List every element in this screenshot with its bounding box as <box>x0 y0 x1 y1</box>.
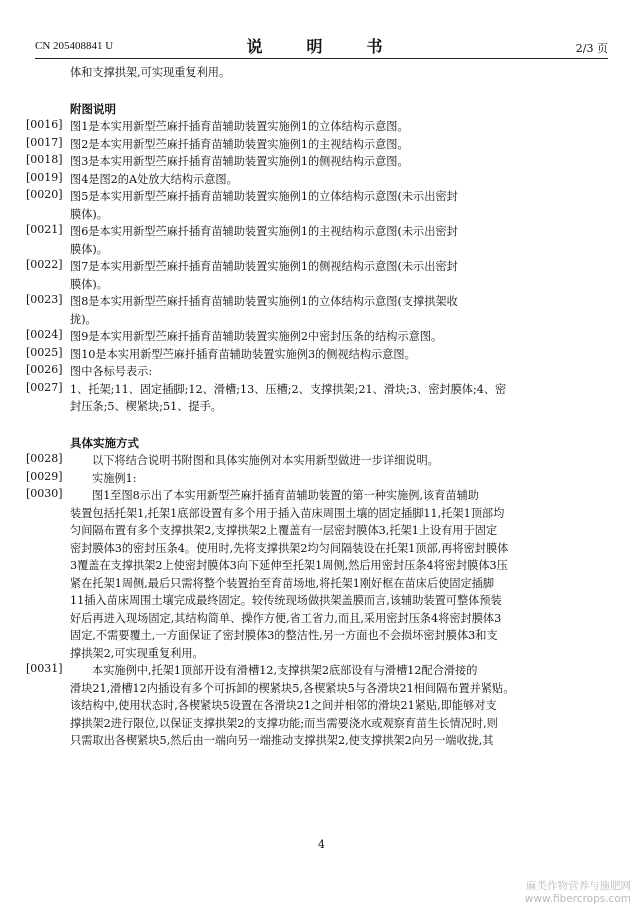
section-heading-embodiment: 具体实施方式 <box>70 435 139 450</box>
section-heading-figures: 附图说明 <box>70 101 116 116</box>
paragraph-number: [0023] <box>26 293 63 306</box>
paragraph <box>26 487 615 662</box>
paragraph <box>26 363 615 381</box>
paragraph-line: 图3是本实用新型苎麻扦插育苗辅助装置实施例1的侧视结构示意图。 <box>70 155 409 168</box>
paragraph-line: 本实施例中,托架1顶部开设有滑槽12,支撑拱架2底部设有与滑槽12配合滑接的 <box>92 664 478 677</box>
paragraph-number: [0028] <box>26 452 63 465</box>
paragraph-line: 膜体)。 <box>70 207 108 221</box>
paragraph <box>26 380 615 416</box>
paragraph-line: 只需取出各楔紧块5,然后由一端向另一端推动支撑拱架2,使支撑拱架2向另一端收拢,其 <box>70 734 494 747</box>
paragraph <box>26 345 615 364</box>
paragraph-line: 好后再进入现场固定,其结构简单、操作方便,省工省力,而且,采用密封压条4将密封膜体3 <box>70 611 502 625</box>
paragraph-line: 1、托架;11、固定插脚;12、滑槽;13、压槽;2、支撑拱架;21、滑块;3、密封膜体;4、密 <box>70 382 507 396</box>
paragraph <box>26 223 615 258</box>
paragraph <box>26 258 615 293</box>
paragraph-number: [0017] <box>26 135 63 149</box>
paragraph-line: 图2是本实用新型苎麻扦插育苗辅助装置实施例1的主视结构示意图。 <box>70 137 409 151</box>
watermark-name: 麻类作物营养与施肥网 <box>526 880 631 892</box>
paragraph-number: [0020] <box>26 188 63 201</box>
paragraph-line: 实施例1: <box>92 471 137 485</box>
watermark-url: www.fibercrops.com <box>524 893 631 905</box>
paragraph-number: [0029] <box>26 469 63 483</box>
paragraph <box>26 153 615 171</box>
paragraph <box>26 118 615 136</box>
page-header <box>0 0 643 60</box>
paragraph-line: 图1至图8示出了本实用新型苎麻扦插育苗辅助装置的第一种实施例,该育苗辅助 <box>92 489 479 502</box>
paragraph <box>26 170 615 189</box>
paragraph-line: 撑拱架2,可实现重复利用。 <box>70 646 204 660</box>
paragraph-number: [0019] <box>26 170 63 184</box>
paragraph-line: 图8是本实用新型苎麻扦插育苗辅助装置实施例1的立体结构示意图(支撑拱架收 <box>70 295 458 308</box>
paragraph-line: 封压条;5、楔紧块;51、提手。 <box>70 400 222 413</box>
paragraph <box>26 469 615 488</box>
paragraph-line: 图10是本实用新型苎麻扦插育苗辅助装置实施例3的侧视结构示意图。 <box>70 347 416 361</box>
paragraph-number: [0026] <box>26 363 63 376</box>
paragraph-line: 图7是本实用新型苎麻扦插育苗辅助装置实施例1的侧视结构示意图(未示出密封 <box>70 260 458 273</box>
paragraph-line: 膜体)。 <box>70 277 108 291</box>
paragraph-line: 图6是本实用新型苎麻扦插育苗辅助装置实施例1的主视结构示意图(未示出密封 <box>70 225 458 238</box>
paragraph-line: 拢)。 <box>70 312 97 326</box>
page-indicator: 2/3 页 <box>575 42 608 55</box>
paragraph-number: [0027] <box>26 380 63 394</box>
paragraph-line: 紧在托架1周侧,最后只需将整个装置抬至育苗场地,将托架1刚好框在苗床后使固定插脚 <box>70 576 495 590</box>
paragraph-number: [0024] <box>26 328 63 341</box>
patent-number: CN 205408841 U <box>35 40 114 52</box>
paragraph-line: 图5是本实用新型苎麻扦插育苗辅助装置实施例1的立体结构示意图(未示出密封 <box>70 190 458 203</box>
paragraph <box>26 328 615 346</box>
paragraph-number: [0016] <box>26 118 63 131</box>
paragraph-line: 膜体)。 <box>70 242 108 256</box>
paragraph-number: [0025] <box>26 345 63 359</box>
paragraph-line: 11插入苗床周围土壤完成最终固定。较传统现场做拱架盖膜而言,该辅助装置可整体预装 <box>70 594 502 607</box>
site-watermark <box>525 880 631 906</box>
paragraph-line: 图1是本实用新型苎麻扦插育苗辅助装置实施例1的立体结构示意图。 <box>70 120 409 133</box>
paragraph-number: [0031] <box>26 662 63 675</box>
paragraph-line: 3覆盖在支撑拱架2上使密封膜体3向下延伸至托架1周侧,然后用密封压条4将密封膜体3压 <box>70 559 508 572</box>
figures-paragraphs <box>26 118 615 416</box>
paragraph-number: [0018] <box>26 153 63 166</box>
paragraph-line: 该结构中,使用状态时,各楔紧块5设置在各滑块21之间并相邻的滑块21紧贴,即能够对支 <box>70 699 497 712</box>
paragraph <box>26 662 615 750</box>
paragraph-line: 图9是本实用新型苎麻扦插育苗辅助装置实施例2中密封压条的结构示意图。 <box>70 330 443 343</box>
paragraph <box>26 188 615 223</box>
paragraph-line: 以下将结合说明书附图和具体实施例对本实用新型做进一步详细说明。 <box>92 454 439 467</box>
continued-text: 体和支撑拱架,可实现重复利用。 <box>70 66 231 79</box>
paragraph-line: 密封膜体3的密封压条4。使用时,先将支撑拱架2均匀间隔装设在托架1顶部,再将密封膜体 <box>70 541 509 555</box>
paragraph-line: 装置包括托架1,托架1底部设置有多个用于插入苗床周围土壤的固定插脚11,托架1顶部均 <box>70 506 505 520</box>
paragraph <box>26 135 615 154</box>
document-body <box>26 64 615 750</box>
paragraph-line: 撑拱架2进行限位,以保证支撑拱架2的支撑功能;而当需要浇水或观察育苗生长情况时,则 <box>70 716 498 730</box>
embodiment-paragraphs <box>26 452 615 750</box>
document-title: 说 明 书 <box>246 37 397 56</box>
paragraph-number: [0021] <box>26 223 63 236</box>
paragraph-number: [0022] <box>26 258 63 271</box>
header-divider <box>35 58 608 59</box>
paragraph-number: [0030] <box>26 487 63 500</box>
paragraph-line: 图中各标号表示: <box>70 365 153 378</box>
paragraph-line: 图4是图2的A处放大结构示意图。 <box>70 172 238 186</box>
paragraph <box>26 452 615 470</box>
paragraph-line: 匀间隔布置有多个支撑拱架2,支撑拱架2上覆盖有一层密封膜体3,托架1上设有用于固定 <box>70 524 498 537</box>
paragraph-line: 滑块21,滑槽12内插设有多个可拆卸的楔紧块5,各楔紧块5与各滑块21相间隔布置并紧贴。 <box>70 681 515 695</box>
page-number: 4 <box>318 838 325 851</box>
paragraph-line: 固定,不需要覆土,一方面保证了密封膜体3的整洁性,另一方面也不会损坏密封膜体3和支 <box>70 629 498 642</box>
paragraph <box>26 293 615 328</box>
